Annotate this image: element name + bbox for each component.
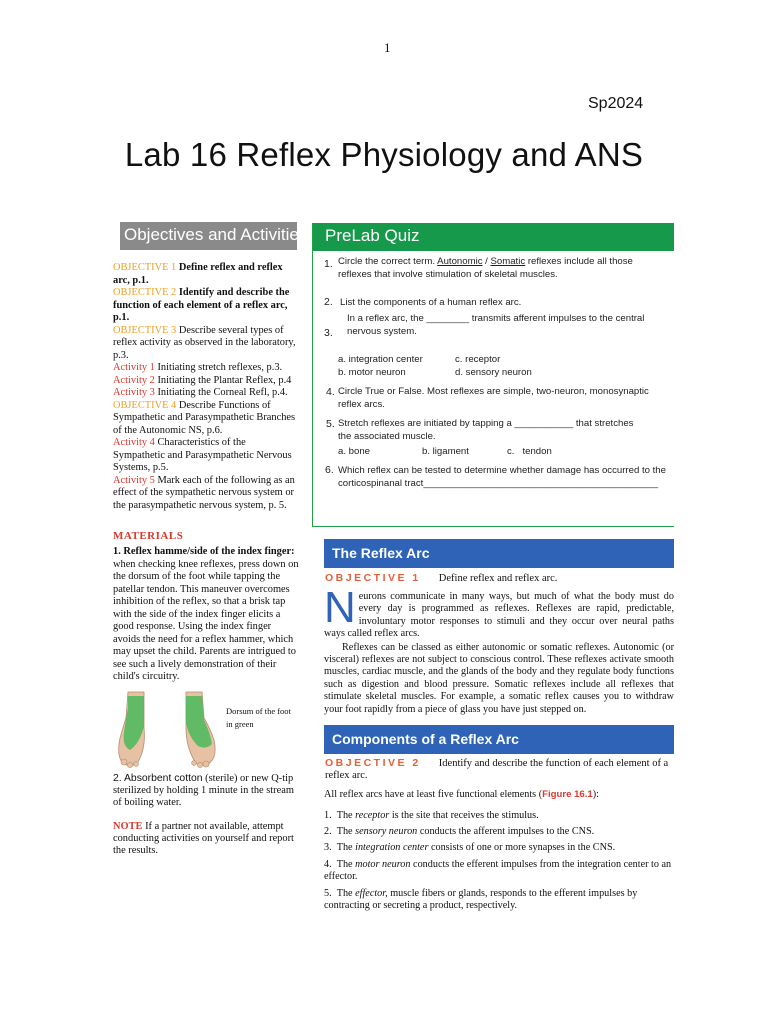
- reflex-arc-para-2: Reflexes can be classed as either autonomic or somatic reflexes. Autonomic (or visceral) reflexes are not subject to conscious control. These reflexes activate smooth muscles, cardiac muscle, and the glands of the body and they regulate body functions such as digestion and blood pressure. Somatic reflexes include all reflexes that stimulate skeletal muscles. For example, a somatic reflex causes you to withdraw your foot rapidly from a piece of glass you have just stepped on.: [324, 641, 674, 715]
- objective-item: OBJECTIVE 1 Define reflex and reflex arc, p.1.: [113, 262, 283, 286]
- figure-link[interactable]: Figure 16.1: [542, 789, 593, 800]
- q4-text: Circle True or False. Most reflexes are simple, two-neuron, monosynaptic reflex arcs.: [338, 386, 649, 410]
- activity-item: Activity 5 Mark each of the following as an effect of the sympathetic nervous system or the parasympathetic nervous system, p. 5.: [113, 474, 295, 511]
- components-header: Components of a Reflex Arc: [324, 725, 674, 754]
- q3-option-d[interactable]: d. sensory neuron: [455, 367, 532, 378]
- prelab-quiz-header: PreLab Quiz: [313, 223, 674, 251]
- term-autonomic[interactable]: Autonomic: [437, 256, 483, 267]
- q3-option-a[interactable]: a. integration center: [338, 354, 423, 365]
- dropcap: N: [324, 583, 356, 632]
- objectives-header: Objectives and Activities: [120, 222, 297, 250]
- note: NOTE If a partner not available, attempt conducting activities on yourself and report the results.: [113, 821, 294, 856]
- objectives-list: [113, 262, 296, 512]
- q5-option-b[interactable]: b. ligament: [422, 446, 469, 457]
- q6-number: 6.: [325, 464, 334, 476]
- materials-item-2: 2. Absorbent cotton (sterile) or new Q-tip sterilized by holding 1 minute in the stream of boiling water.: [113, 773, 294, 808]
- q5-number: 5.: [326, 418, 335, 430]
- components-objective: OBJECTIVE 2 Identify and describe the function of each element of a reflex arc.: [325, 757, 669, 782]
- reflex-arc-body: Neurons communicate in many ways, but much of what the body must do every day is programmed as reflexes. Reflexes are rapid, predictable, involuntary motor responses to stimuli and they occur over neural paths ways called reflex arcs. Reflexes can be classed as either autonomic or somatic reflexes. Autonomic (or visceral) reflexes are not subject to conscious control. These reflexes activate smooth muscles, cardiac muscle, and the glands of the body and they regulate body functions such as digestion and blood pressure. Somatic reflexes include all reflexes that stimulate skeletal muscles. For example, a somatic reflex causes you to withdraw your foot rapidly from a piece of glass you have just stepped on.: [324, 583, 674, 715]
- feet-illustration: [110, 688, 225, 770]
- q1-number: 1.: [324, 258, 333, 270]
- q2-text: List the components of a human reflex arc.: [340, 297, 522, 308]
- page-title: Lab 16 Reflex Physiology and ANS: [124, 136, 644, 173]
- q3-number: 3.: [324, 327, 333, 339]
- q5-option-c[interactable]: c. tendon: [507, 446, 552, 457]
- semester-label: Sp2024: [588, 95, 644, 112]
- components-intro: All reflex arcs have at least five functional elements (Figure 16.1):: [324, 789, 599, 800]
- materials-heading: MATERIALS: [113, 530, 184, 542]
- q5-text: Stretch reflexes are initiated by tapping a ___________ that stretches the associated muscle.: [338, 418, 634, 442]
- materials-item-1: 1. Reflex hamme/side of the index finger: when checking knee reflexes, press down on the dorsum of the foot while tapping the patellar tendon. This maneuver overcomes inhibition of the reflex, so that a brisk tap with the side of the index finger elicits a good response. Using the index finger avoids the need for a reflex hammer, which may upset the child. Parents are intrigued to see such a lively demonstration of their child's circuitry.: [113, 546, 299, 682]
- reflex-arc-objective: OBJECTIVE 1 Define reflex and reflex arc.: [325, 572, 558, 584]
- activity-item: Activity 4 Characteristics of the Sympathetic and Parasympathetic Nervous Systems, p.5.: [113, 437, 292, 473]
- component-item: 2. The sensory neuron conducts the afferent impulses to the CNS.: [324, 826, 595, 837]
- objective-item: OBJECTIVE 3 Describe several types of reflex activity as observed in the laboratory, p.3.: [113, 324, 296, 361]
- q3-option-b[interactable]: b. motor neuron: [338, 367, 406, 378]
- term-somatic[interactable]: Somatic: [490, 256, 526, 267]
- activity-item: Activity 1 Initiating stretch reflexes, p.3.: [113, 362, 283, 373]
- component-item: 3. The integration center consists of one or more synapses in the CNS.: [324, 842, 616, 853]
- q1-text: Circle the correct term. Autonomic / Somatic reflexes include all those reflexes that involve stimulation of skeletal muscles.: [338, 256, 633, 280]
- q4-number: 4.: [326, 386, 335, 398]
- page-number: 1: [384, 40, 391, 55]
- activity-item: Activity 2 Initiating the Plantar Reflex, p.4: [113, 374, 292, 386]
- q3-text: In a reflex arc, the ________ transmits afferent impulses to the central nervous system.: [347, 313, 645, 337]
- component-item: 5. The effector, muscle fibers or glands, responds to the efferent impulses by contracting or secreting a product, respectively.: [324, 888, 638, 912]
- component-item: 4. The motor neuron conducts the efferent impulses from the integration center to an effector.: [324, 859, 672, 883]
- q3-option-c[interactable]: c. receptor: [455, 354, 501, 365]
- q6-text: Which reflex can be tested to determine whether damage has occurred to the corticospinanal tract____________________________________________: [338, 465, 666, 489]
- q2-number: 2.: [324, 296, 333, 308]
- dorsum-caption: Dorsum of the foot in green: [226, 706, 291, 729]
- objective-item: OBJECTIVE 4 Describe Functions of Sympathetic and Parasympathetic Branches of the Autonomic NS, p.6.: [113, 399, 296, 436]
- objective-item: OBJECTIVE 2 Identify and describe the function of each element of a reflex arc, p.1.: [113, 287, 290, 323]
- reflex-arc-header: The Reflex Arc: [324, 539, 674, 568]
- q5-option-a[interactable]: a. bone: [338, 446, 371, 457]
- component-item: 1. The receptor is the site that receives the stimulus.: [324, 810, 539, 821]
- activity-item: Activity 3 Initiating the Corneal Refl, p.4.: [113, 387, 288, 398]
